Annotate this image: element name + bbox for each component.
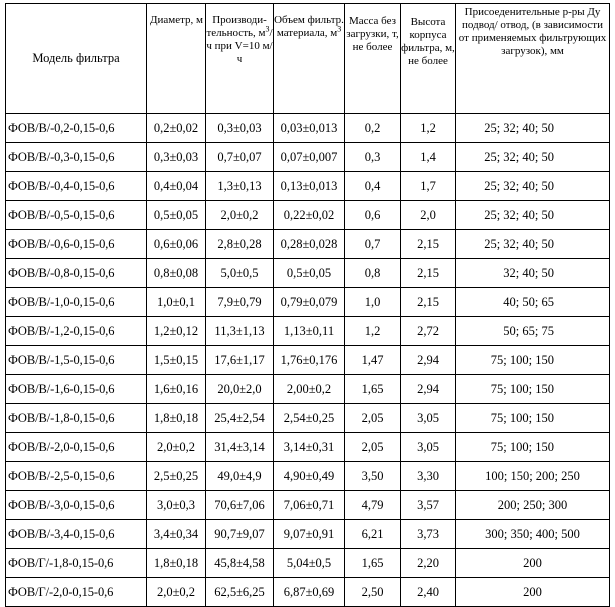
cell-diameter: 1,6±0,16 xyxy=(147,375,206,404)
table-row xyxy=(6,172,610,201)
cell-volume: 4,90±0,49 xyxy=(274,462,345,491)
cell-mass: 0,2 xyxy=(345,114,401,143)
cell-mass: 6,21 xyxy=(345,520,401,549)
cell-model: ФОВ/В/-1,6-0,15-0,6 xyxy=(6,375,147,404)
table-body xyxy=(6,114,610,607)
cell-model: ФОВ/В/-1,5-0,15-0,6 xyxy=(6,346,147,375)
cell-model: ФОВ/В/-0,4-0,15-0,6 xyxy=(6,172,147,201)
cell-productivity: 70,6±7,06 xyxy=(206,491,274,520)
cell-model: ФОВ/В/-3,0-0,15-0,6 xyxy=(6,491,147,520)
cell-diameter: 0,5±0,05 xyxy=(147,201,206,230)
cell-height: 1,2 xyxy=(401,114,456,143)
cell-productivity: 2,8±0,28 xyxy=(206,230,274,259)
cell-model: ФОВ/В/-0,8-0,15-0,6 xyxy=(6,259,147,288)
cell-volume: 0,07±0,007 xyxy=(274,143,345,172)
cell-height: 2,0 xyxy=(401,201,456,230)
cell-connections: 75; 100; 150 xyxy=(456,433,610,462)
header-connections: Присоеденительные р-ры Ду подвод/ отвод, (в зависимости от применяемых фильтрующих загрузок), мм xyxy=(456,4,610,114)
cell-productivity: 62,5±6,25 xyxy=(206,578,274,607)
cell-productivity: 0,7±0,07 xyxy=(206,143,274,172)
header-volume xyxy=(274,4,345,114)
cell-volume: 3,14±0,31 xyxy=(274,433,345,462)
cell-volume: 2,54±0,25 xyxy=(274,404,345,433)
cell-diameter: 0,8±0,08 xyxy=(147,259,206,288)
cell-height: 1,7 xyxy=(401,172,456,201)
cell-diameter: 3,0±0,3 xyxy=(147,491,206,520)
cell-volume: 6,87±0,69 xyxy=(274,578,345,607)
table-row xyxy=(6,114,610,143)
cell-height: 2,94 xyxy=(401,346,456,375)
header-diameter: Диаметр, м xyxy=(147,4,206,114)
cell-height: 2,20 xyxy=(401,549,456,578)
cell-diameter: 1,0±0,1 xyxy=(147,288,206,317)
cell-diameter: 3,4±0,34 xyxy=(147,520,206,549)
header-model: Модель фильтра xyxy=(6,4,147,114)
table-row xyxy=(6,520,610,549)
cell-mass: 1,2 xyxy=(345,317,401,346)
cell-model: ФОВ/В/-1,8-0,15-0,6 xyxy=(6,404,147,433)
header-height: Высота корпуса фильтра, м, не более xyxy=(401,4,456,114)
cell-connections: 75; 100; 150 xyxy=(456,346,610,375)
cell-volume: 2,00±0,2 xyxy=(274,375,345,404)
table-row xyxy=(6,317,610,346)
cell-connections: 50; 65; 75 xyxy=(456,317,610,346)
cell-volume: 5,04±0,5 xyxy=(274,549,345,578)
cell-productivity: 7,9±0,79 xyxy=(206,288,274,317)
cell-mass: 3,50 xyxy=(345,462,401,491)
table-row xyxy=(6,404,610,433)
cell-diameter: 0,3±0,03 xyxy=(147,143,206,172)
cell-connections: 75; 100; 150 xyxy=(456,375,610,404)
cell-height: 2,72 xyxy=(401,317,456,346)
table-row xyxy=(6,433,610,462)
cell-diameter: 0,2±0,02 xyxy=(147,114,206,143)
cell-connections: 25; 32; 40; 50 xyxy=(456,114,610,143)
cell-model: ФОВ/В/-1,2-0,15-0,6 xyxy=(6,317,147,346)
header-volume-sup: 3 xyxy=(337,24,342,34)
table-row xyxy=(6,462,610,491)
cell-height: 3,05 xyxy=(401,433,456,462)
header-productivity-pre: Производи-тельность, м xyxy=(206,14,267,39)
cell-productivity: 49,0±4,9 xyxy=(206,462,274,491)
cell-mass: 0,8 xyxy=(345,259,401,288)
cell-diameter: 2,5±0,25 xyxy=(147,462,206,491)
cell-diameter: 1,8±0,18 xyxy=(147,404,206,433)
cell-volume: 7,06±0,71 xyxy=(274,491,345,520)
cell-mass: 0,6 xyxy=(345,201,401,230)
cell-volume: 1,13±0,11 xyxy=(274,317,345,346)
table-row xyxy=(6,288,610,317)
table-row xyxy=(6,201,610,230)
cell-height: 3,05 xyxy=(401,404,456,433)
table-row xyxy=(6,230,610,259)
cell-height: 3,57 xyxy=(401,491,456,520)
cell-height: 2,15 xyxy=(401,288,456,317)
cell-connections: 75; 100; 150 xyxy=(456,404,610,433)
table-row xyxy=(6,346,610,375)
cell-connections: 32; 40; 50 xyxy=(456,259,610,288)
cell-diameter: 0,6±0,06 xyxy=(147,230,206,259)
cell-connections: 200 xyxy=(456,578,610,607)
cell-mass: 1,47 xyxy=(345,346,401,375)
cell-height: 2,15 xyxy=(401,230,456,259)
cell-mass: 0,3 xyxy=(345,143,401,172)
header-productivity xyxy=(206,4,274,114)
table-row xyxy=(6,491,610,520)
cell-productivity: 90,7±9,07 xyxy=(206,520,274,549)
cell-productivity: 5,0±0,5 xyxy=(206,259,274,288)
cell-diameter: 2,0±0,2 xyxy=(147,578,206,607)
cell-mass: 1,65 xyxy=(345,375,401,404)
filter-spec-table xyxy=(5,3,610,607)
cell-mass: 1,0 xyxy=(345,288,401,317)
cell-connections: 200; 250; 300 xyxy=(456,491,610,520)
table-row xyxy=(6,578,610,607)
cell-volume: 9,07±0,91 xyxy=(274,520,345,549)
cell-diameter: 1,5±0,15 xyxy=(147,346,206,375)
table-row xyxy=(6,143,610,172)
cell-productivity: 0,3±0,03 xyxy=(206,114,274,143)
cell-model: ФОВ/В/-2,0-0,15-0,6 xyxy=(6,433,147,462)
cell-mass: 2,05 xyxy=(345,404,401,433)
cell-connections: 25; 32; 40; 50 xyxy=(456,143,610,172)
cell-height: 2,40 xyxy=(401,578,456,607)
cell-volume: 0,28±0,028 xyxy=(274,230,345,259)
header-productivity-sup: 3 xyxy=(265,24,270,34)
cell-model: ФОВ/В/-1,0-0,15-0,6 xyxy=(6,288,147,317)
cell-height: 2,15 xyxy=(401,259,456,288)
cell-connections: 300; 350; 400; 500 xyxy=(456,520,610,549)
cell-volume: 0,5±0,05 xyxy=(274,259,345,288)
cell-mass: 1,65 xyxy=(345,549,401,578)
cell-height: 1,4 xyxy=(401,143,456,172)
cell-connections: 200 xyxy=(456,549,610,578)
cell-productivity: 20,0±2,0 xyxy=(206,375,274,404)
cell-productivity: 11,3±1,13 xyxy=(206,317,274,346)
cell-connections: 25; 32; 40; 50 xyxy=(456,230,610,259)
cell-productivity: 31,4±3,14 xyxy=(206,433,274,462)
cell-productivity: 25,4±2,54 xyxy=(206,404,274,433)
cell-height: 2,94 xyxy=(401,375,456,404)
cell-model: ФОВ/В/-3,4-0,15-0,6 xyxy=(6,520,147,549)
cell-connections: 25; 32; 40; 50 xyxy=(456,201,610,230)
table-row xyxy=(6,375,610,404)
cell-model: ФОВ/Г/-1,8-0,15-0,6 xyxy=(6,549,147,578)
header-mass: Масса без загрузки, т, не более xyxy=(345,4,401,114)
cell-diameter: 2,0±0,2 xyxy=(147,433,206,462)
cell-height: 3,73 xyxy=(401,520,456,549)
cell-volume: 0,03±0,013 xyxy=(274,114,345,143)
cell-productivity: 2,0±0,2 xyxy=(206,201,274,230)
cell-mass: 0,7 xyxy=(345,230,401,259)
cell-connections: 25; 32; 40; 50 xyxy=(456,172,610,201)
cell-volume: 0,13±0,013 xyxy=(274,172,345,201)
cell-model: ФОВ/В/-0,3-0,15-0,6 xyxy=(6,143,147,172)
cell-mass: 4,79 xyxy=(345,491,401,520)
cell-diameter: 1,2±0,12 xyxy=(147,317,206,346)
cell-productivity: 45,8±4,58 xyxy=(206,549,274,578)
cell-connections: 40; 50; 65 xyxy=(456,288,610,317)
cell-volume: 0,22±0,02 xyxy=(274,201,345,230)
cell-mass: 0,4 xyxy=(345,172,401,201)
header-productivity-post: /ч при V=10 м/ч xyxy=(206,27,273,65)
cell-model: ФОВ/В/-2,5-0,15-0,6 xyxy=(6,462,147,491)
cell-diameter: 0,4±0,04 xyxy=(147,172,206,201)
cell-diameter: 1,8±0,18 xyxy=(147,549,206,578)
cell-productivity: 1,3±0,13 xyxy=(206,172,274,201)
cell-model: ФОВ/В/-0,6-0,15-0,6 xyxy=(6,230,147,259)
cell-productivity: 17,6±1,17 xyxy=(206,346,274,375)
cell-volume: 1,76±0,176 xyxy=(274,346,345,375)
header-volume-pre: Объем фильтр. материала, м xyxy=(274,14,344,39)
cell-model: ФОВ/В/-0,2-0,15-0,6 xyxy=(6,114,147,143)
table-row xyxy=(6,259,610,288)
cell-model: ФОВ/Г/-2,0-0,15-0,6 xyxy=(6,578,147,607)
cell-volume: 0,79±0,079 xyxy=(274,288,345,317)
cell-mass: 2,50 xyxy=(345,578,401,607)
cell-mass: 2,05 xyxy=(345,433,401,462)
cell-connections: 100; 150; 200; 250 xyxy=(456,462,610,491)
cell-height: 3,30 xyxy=(401,462,456,491)
header-row xyxy=(6,4,610,114)
table-row xyxy=(6,549,610,578)
cell-model: ФОВ/В/-0,5-0,15-0,6 xyxy=(6,201,147,230)
